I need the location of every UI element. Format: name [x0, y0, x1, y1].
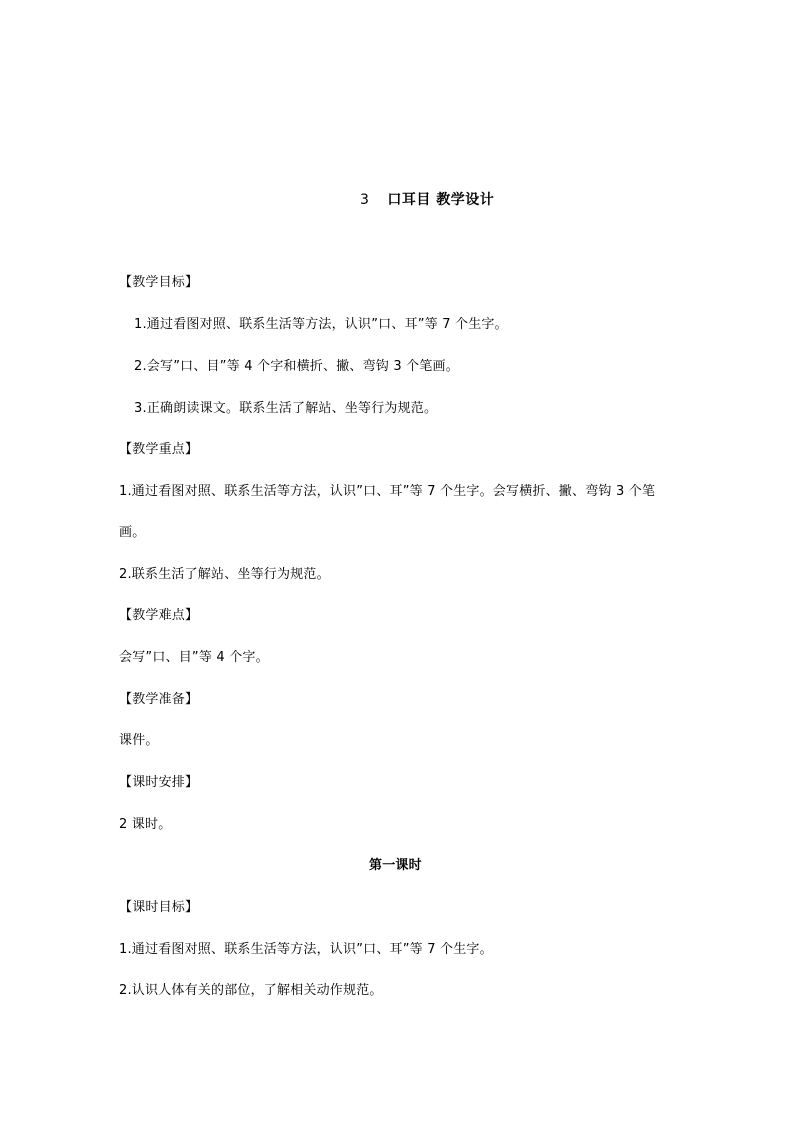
preparation-text: 课件。 — [119, 733, 159, 748]
lesson-goals-heading: 【课时目标】 — [119, 900, 199, 915]
key-points-heading: 【教学重点】 — [119, 442, 199, 457]
lesson-title-text: 口耳目 教学设计 — [387, 192, 495, 208]
schedule-heading: 【课时安排】 — [119, 775, 199, 790]
goal-item-1: 1.通过看图对照、联系生活等方法，认识”口、耳”等 7 个生字。 — [134, 317, 508, 332]
document-title — [360, 192, 494, 208]
first-lesson-heading: 第一课时 — [369, 858, 422, 873]
goal-item-2: 2.会写”口、目”等 4 个字和横折、撇、弯钩 3 个笔画。 — [134, 359, 459, 374]
goal-item-3: 3.正确朗读课文。联系生活了解站、坐等行为规范。 — [134, 401, 438, 416]
key-point-1: 1.通过看图对照、联系生活等方法，认识”口、耳”等 7 个生字。会写横折、撇、弯钩 3 个笔 — [119, 484, 656, 499]
difficulties-heading: 【教学难点】 — [119, 608, 199, 623]
key-point-2: 2.联系生活了解站、坐等行为规范。 — [119, 567, 330, 582]
difficulties-text: 会写”口、目”等 4 个字。 — [119, 650, 269, 665]
lesson-number: 3 — [360, 192, 370, 208]
lesson-goal-1: 1.通过看图对照、联系生活等方法，认识”口、耳”等 7 个生字。 — [119, 942, 493, 957]
lesson-goal-2: 2.认识人体有关的部位，了解相关动作规范。 — [119, 983, 383, 998]
goals-heading: 【教学目标】 — [119, 275, 199, 290]
preparation-heading: 【教学准备】 — [119, 692, 199, 707]
schedule-text: 2 课时。 — [119, 817, 172, 832]
key-point-1-continued: 画。 — [119, 525, 146, 540]
